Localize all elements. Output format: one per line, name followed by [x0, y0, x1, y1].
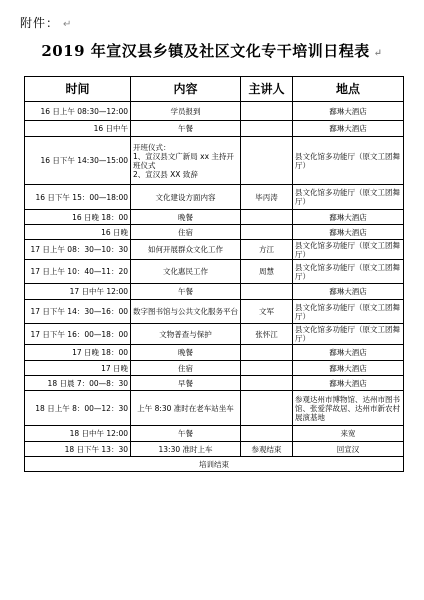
content-cell: [131, 210, 241, 225]
content-cell-text: 开班仪式： 1、宣汉县文广新局 xx 主持开班仪式 2、宣汉县 XX 致辞: [133, 142, 234, 179]
place-cell: [293, 225, 404, 240]
content-cell-text: 文化建设方面内容: [155, 192, 216, 202]
content-cell-text: 如何开展群众文化工作: [148, 245, 223, 254]
speaker-cell: [241, 376, 293, 391]
time-cell-text: 17 日下午 14：30—16：00: [30, 307, 128, 316]
time-cell-text: 16 日晚 18：00: [72, 212, 128, 222]
speaker-cell: [241, 225, 293, 240]
schedule-table: [24, 76, 404, 472]
time-cell: [25, 324, 131, 345]
time-cell: [25, 300, 131, 324]
attachment-text: 附件：: [20, 16, 60, 30]
table-row: [25, 185, 404, 210]
table-row: [25, 442, 404, 457]
place-cell-text: 县文化馆多功能厅（原文工团舞厅）: [295, 302, 400, 321]
table-row: [25, 225, 404, 240]
time-cell: [25, 137, 131, 185]
speaker-cell: [241, 284, 293, 300]
speaker-cell: [241, 361, 293, 376]
table-row: [25, 324, 404, 345]
time-cell: [25, 210, 131, 225]
place-cell: [293, 376, 404, 391]
content-cell-text: 晚餐: [178, 212, 193, 222]
speaker-cell-text: 方江: [259, 245, 274, 254]
content-cell-text: 晚餐: [178, 348, 193, 357]
place-cell: [293, 185, 404, 210]
table-row: [25, 376, 404, 391]
time-cell: [25, 391, 131, 426]
place-cell: [293, 324, 404, 345]
content-cell-text: 13:30 准时上车: [158, 444, 213, 454]
place-cell-text: 县文化馆多功能厅（原文工团舞厅）: [295, 151, 400, 170]
time-cell-text: 17 日下午 16：00—18：00: [30, 329, 128, 339]
content-cell-text: 午餐: [178, 429, 193, 438]
time-cell: [25, 426, 131, 442]
content-cell-text: 午餐: [178, 287, 193, 296]
time-cell-text: 18 日上午 8：00—12：30: [35, 403, 128, 413]
table-row: [25, 210, 404, 225]
header-content: 内容: [131, 77, 241, 102]
content-cell-text: 住宿: [178, 227, 193, 237]
time-cell-text: 17 日晚: [101, 363, 128, 373]
table-row: [25, 300, 404, 324]
place-cell-text: 来宽: [340, 429, 356, 438]
speaker-cell-text: 毕丙涛: [255, 192, 278, 202]
time-cell-text: 18 日晨 7：00—8：30: [47, 378, 128, 388]
page-title: [0, 40, 424, 61]
place-cell-text: 鄱琳大酒店: [329, 106, 367, 116]
place-cell: [293, 102, 404, 121]
table-row: [25, 121, 404, 137]
speaker-cell-text: 文军: [259, 307, 274, 316]
paragraph-mark-icon: ↵: [373, 48, 383, 59]
table-row: [25, 391, 404, 426]
place-cell: [293, 210, 404, 225]
table-footer-row: [25, 457, 404, 472]
place-cell: [293, 260, 404, 284]
content-cell: [131, 284, 241, 300]
time-cell: [25, 361, 131, 376]
time-cell-text: 16 日晚: [101, 227, 128, 237]
table-body: [25, 102, 404, 457]
paragraph-mark-icon: ↵: [63, 19, 73, 30]
speaker-cell: [241, 300, 293, 324]
content-cell-text: 住宿: [178, 363, 193, 373]
table-row: [25, 137, 404, 185]
speaker-cell: [241, 137, 293, 185]
time-cell-text: 18 日下午 13：30: [64, 444, 128, 454]
content-cell: [131, 442, 241, 457]
table-row: [25, 284, 404, 300]
table-row: [25, 102, 404, 121]
speaker-cell: [241, 260, 293, 284]
place-cell-text: 鄱琳大酒店: [329, 378, 367, 388]
time-cell: [25, 284, 131, 300]
content-cell: [131, 185, 241, 210]
content-cell: [131, 102, 241, 121]
time-cell: [25, 376, 131, 391]
time-cell: [25, 240, 131, 260]
time-cell-text: 16 日下午 15：00—18:00: [35, 192, 128, 202]
content-cell: [131, 225, 241, 240]
place-cell: [293, 391, 404, 426]
speaker-cell-text: 周慧: [259, 267, 274, 276]
content-cell-text: 午餐: [178, 124, 193, 133]
speaker-cell: [241, 324, 293, 345]
content-cell-text: 学员报到: [170, 106, 201, 116]
content-cell: [131, 240, 241, 260]
table-row: [25, 426, 404, 442]
speaker-cell: [241, 442, 293, 457]
speaker-cell: [241, 185, 293, 210]
time-cell-text: 17 日中午 12:00: [69, 287, 128, 296]
table-row: [25, 361, 404, 376]
place-cell-text: 县文化馆多功能厅（原文工团舞厅）: [295, 262, 400, 281]
place-cell-text: 鄱琳大酒店: [329, 348, 367, 357]
attachment-label: [20, 14, 72, 31]
content-cell: [131, 260, 241, 284]
time-cell-text: 16 日中午: [93, 124, 128, 133]
place-cell-text: 参观达州市博物馆、达州市图书馆、张爱萍故居、达州市新农村展演基地: [295, 394, 400, 422]
place-cell: [293, 137, 404, 185]
content-cell: [131, 137, 241, 185]
time-cell-text: 16 日下午 14:30—15:00: [40, 156, 128, 165]
time-cell: [25, 102, 131, 121]
footer-cell: 培训结束: [25, 457, 404, 472]
place-cell-text: 鄱琳大酒店: [329, 212, 367, 222]
speaker-cell: [241, 102, 293, 121]
content-cell-text: 早餐: [178, 378, 193, 388]
speaker-cell: [241, 426, 293, 442]
content-cell: [131, 121, 241, 137]
time-cell-text: 18 日中午 12:00: [69, 429, 128, 438]
table-row: [25, 240, 404, 260]
place-cell-text: 县文化馆多功能厅（原文工团舞厅）: [295, 240, 400, 259]
speaker-cell: [241, 240, 293, 260]
place-cell-text: 县文化馆多功能厅（原文工团舞厅）: [295, 325, 400, 343]
time-cell: [25, 442, 131, 457]
place-cell: [293, 361, 404, 376]
content-cell: [131, 345, 241, 361]
place-cell: [293, 426, 404, 442]
place-cell-text: 鄱琳大酒店: [329, 227, 367, 237]
place-cell: [293, 121, 404, 137]
speaker-cell: [241, 121, 293, 137]
content-cell: [131, 300, 241, 324]
place-cell: [293, 240, 404, 260]
speaker-cell: [241, 210, 293, 225]
place-cell-text: 鄱琳大酒店: [329, 363, 367, 373]
time-cell: [25, 345, 131, 361]
time-cell-text: 17 日上午 08：30—10：30: [30, 245, 128, 254]
content-cell: [131, 361, 241, 376]
time-cell: [25, 121, 131, 137]
table-row: [25, 345, 404, 361]
time-cell: [25, 225, 131, 240]
header-place: 地点: [293, 77, 404, 102]
content-cell-text: 文化惠民工作: [163, 267, 208, 276]
place-cell: [293, 284, 404, 300]
speaker-cell: [241, 345, 293, 361]
speaker-cell-text: 参观结束: [251, 444, 282, 454]
speaker-cell-text: 张怀江: [255, 329, 278, 339]
content-cell-text: 文物普查与保护: [159, 329, 212, 339]
speaker-cell: [241, 391, 293, 426]
place-cell: [293, 300, 404, 324]
place-cell-text: 鄱琳大酒店: [329, 287, 367, 296]
place-cell-text: 县文化馆多功能厅（原文工团舞厅）: [295, 188, 400, 206]
content-cell: [131, 391, 241, 426]
table-header-row: [25, 77, 404, 102]
place-cell-text: 鄱琳大酒店: [329, 124, 367, 133]
place-cell-text: 回宣汉: [336, 444, 360, 454]
title-text: 2019 年宣汉县乡镇及社区文化专干培训日程表: [41, 42, 370, 60]
place-cell: [293, 345, 404, 361]
time-cell: [25, 260, 131, 284]
content-cell: [131, 324, 241, 345]
header-time: 时间: [25, 77, 131, 102]
time-cell: [25, 185, 131, 210]
time-cell-text: 17 日晚 18：00: [72, 348, 128, 357]
place-cell: [293, 442, 404, 457]
content-cell: [131, 426, 241, 442]
time-cell-text: 17 日上午 10：40—11：20: [30, 267, 128, 276]
content-cell: [131, 376, 241, 391]
content-cell-text: 上午 8:30 准时在老车站坐车: [137, 403, 234, 413]
content-cell-text: 数字图书馆与公共文化服务平台: [133, 307, 238, 316]
table-row: [25, 260, 404, 284]
time-cell-text: 16 日上午 08:30—12:00: [40, 106, 128, 116]
header-speaker: 主讲人: [241, 77, 293, 102]
